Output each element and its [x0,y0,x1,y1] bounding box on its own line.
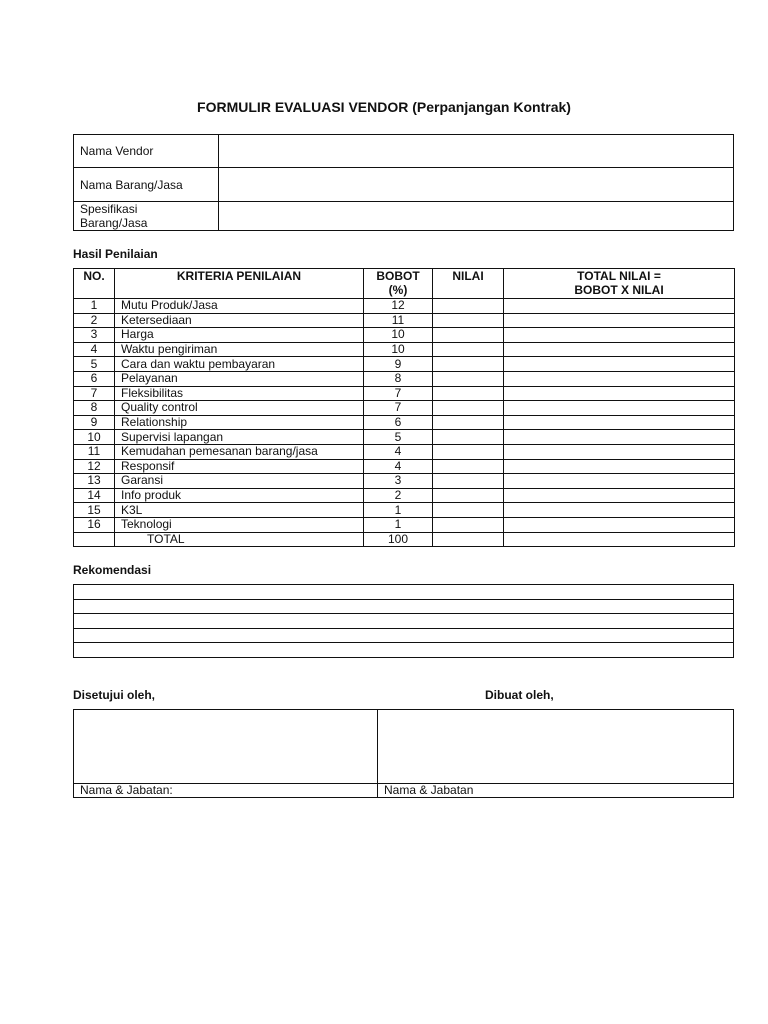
rekomendasi-line[interactable] [74,628,734,643]
criteria-name: Mutu Produk/Jasa [115,299,364,314]
signature-box-approver[interactable] [74,710,378,784]
criteria-bobot: 12 [364,299,433,314]
criteria-name: K3L [115,503,364,518]
criteria-no: 4 [74,342,115,357]
criteria-total-field[interactable] [504,415,735,430]
criteria-name: Supervisi lapangan [115,430,364,445]
rekomendasi-line[interactable] [74,643,734,658]
criteria-row [74,328,735,343]
disetujui-label: Disetujui oleh, [73,688,156,702]
criteria-row [74,444,735,459]
info-value-field[interactable] [219,168,734,202]
criteria-total-field[interactable] [504,474,735,489]
criteria-name: Cara dan waktu pembayaran [115,357,364,372]
header-total: TOTAL NILAI = BOBOT X NILAI [504,269,735,299]
info-label: Nama Vendor [74,135,219,168]
criteria-nilai-field[interactable] [433,328,504,343]
criteria-name: Kemudahan pemesanan barang/jasa [115,444,364,459]
criteria-total-field[interactable] [504,299,735,314]
criteria-name: Pelayanan [115,371,364,386]
criteria-row [74,459,735,474]
total-nilai-field[interactable] [433,532,504,547]
criteria-name: Quality control [115,401,364,416]
criteria-total-field[interactable] [504,517,735,532]
info-row [74,202,734,231]
criteria-name: Responsif [115,459,364,474]
approver-name-field[interactable]: Nama & Jabatan: [74,784,378,798]
criteria-total-field[interactable] [504,357,735,372]
criteria-nilai-field[interactable] [433,299,504,314]
criteria-no: 15 [74,503,115,518]
criteria-nilai-field[interactable] [433,430,504,445]
criteria-nilai-field[interactable] [433,488,504,503]
header-kriteria: KRITERIA PENILAIAN [115,269,364,299]
info-value-field[interactable] [219,202,734,231]
criteria-row [74,342,735,357]
criteria-no: 12 [74,459,115,474]
criteria-bobot: 4 [364,444,433,459]
rekomendasi-line[interactable] [74,585,734,600]
criteria-row [74,386,735,401]
criteria-nilai-field[interactable] [433,415,504,430]
creator-name-field[interactable]: Nama & Jabatan [378,784,734,798]
criteria-total-field[interactable] [504,503,735,518]
signature-box-creator[interactable] [378,710,734,784]
criteria-name: Fleksibilitas [115,386,364,401]
info-label: Nama Barang/Jasa [74,168,219,202]
criteria-no: 14 [74,488,115,503]
criteria-bobot: 4 [364,459,433,474]
criteria-row [74,488,735,503]
criteria-name: Harga [115,328,364,343]
criteria-nilai-field[interactable] [433,313,504,328]
vendor-info-table [73,134,734,231]
total-row [74,532,735,547]
header-nilai: NILAI [433,269,504,299]
criteria-bobot: 1 [364,517,433,532]
criteria-no: 10 [74,430,115,445]
criteria-nilai-field[interactable] [433,371,504,386]
rekomendasi-line[interactable] [74,614,734,629]
dibuat-label: Dibuat oleh, [485,688,554,702]
criteria-name: Garansi [115,474,364,489]
criteria-bobot: 9 [364,357,433,372]
criteria-no: 11 [74,444,115,459]
criteria-no: 8 [74,401,115,416]
criteria-bobot: 10 [364,342,433,357]
criteria-bobot: 3 [364,474,433,489]
criteria-no: 9 [74,415,115,430]
criteria-row [74,474,735,489]
rekomendasi-label: Rekomendasi [73,563,152,577]
criteria-bobot: 8 [364,371,433,386]
criteria-bobot: 1 [364,503,433,518]
criteria-total-field[interactable] [504,444,735,459]
criteria-name: Relationship [115,415,364,430]
criteria-row [74,401,735,416]
criteria-row [74,299,735,314]
criteria-nilai-field[interactable] [433,386,504,401]
criteria-no: 16 [74,517,115,532]
criteria-total-field[interactable] [504,328,735,343]
criteria-no: 13 [74,474,115,489]
criteria-nilai-field[interactable] [433,517,504,532]
criteria-bobot: 6 [364,415,433,430]
criteria-total-field[interactable] [504,386,735,401]
signature-table [73,709,734,798]
criteria-name: Ketersediaan [115,313,364,328]
info-label: Spesifikasi Barang/Jasa [74,202,219,231]
rekomendasi-table[interactable] [73,584,734,658]
criteria-no: 1 [74,299,115,314]
criteria-nilai-field[interactable] [433,357,504,372]
total-label: TOTAL [115,532,364,547]
criteria-header-row [74,269,735,299]
criteria-no: 7 [74,386,115,401]
criteria-row [74,430,735,445]
hasil-penilaian-label: Hasil Penilaian [73,247,158,261]
criteria-bobot: 5 [364,430,433,445]
criteria-row [74,517,735,532]
criteria-bobot: 11 [364,313,433,328]
criteria-row [74,415,735,430]
criteria-bobot: 7 [364,401,433,416]
criteria-bobot: 7 [364,386,433,401]
criteria-row [74,503,735,518]
criteria-nilai-field[interactable] [433,342,504,357]
info-value-field[interactable] [219,135,734,168]
criteria-name: Waktu pengiriman [115,342,364,357]
criteria-total-field[interactable] [504,313,735,328]
criteria-total-field[interactable] [504,371,735,386]
header-bobot: BOBOT (%) [364,269,433,299]
criteria-total-field[interactable] [504,430,735,445]
criteria-no: 3 [74,328,115,343]
criteria-total-field[interactable] [504,459,735,474]
total-bobot: 100 [364,532,433,547]
criteria-no: 6 [74,371,115,386]
header-no: NO. [74,269,115,299]
info-row [74,168,734,202]
total-total-field[interactable] [504,532,735,547]
criteria-total-field[interactable] [504,342,735,357]
criteria-no: 5 [74,357,115,372]
criteria-nilai-field[interactable] [433,444,504,459]
info-row [74,135,734,168]
criteria-total-field[interactable] [504,401,735,416]
criteria-row [74,313,735,328]
criteria-name: Info produk [115,488,364,503]
criteria-table [73,268,735,547]
total-no-cell [74,532,115,547]
criteria-row [74,371,735,386]
page-title: FORMULIR EVALUASI VENDOR (Perpanjangan Kontrak) [197,99,571,115]
criteria-total-field[interactable] [504,488,735,503]
criteria-bobot: 2 [364,488,433,503]
criteria-nilai-field[interactable] [433,474,504,489]
criteria-name: Teknologi [115,517,364,532]
rekomendasi-line[interactable] [74,599,734,614]
criteria-bobot: 10 [364,328,433,343]
criteria-no: 2 [74,313,115,328]
criteria-row [74,357,735,372]
criteria-nilai-field[interactable] [433,459,504,474]
criteria-nilai-field[interactable] [433,401,504,416]
criteria-nilai-field[interactable] [433,503,504,518]
